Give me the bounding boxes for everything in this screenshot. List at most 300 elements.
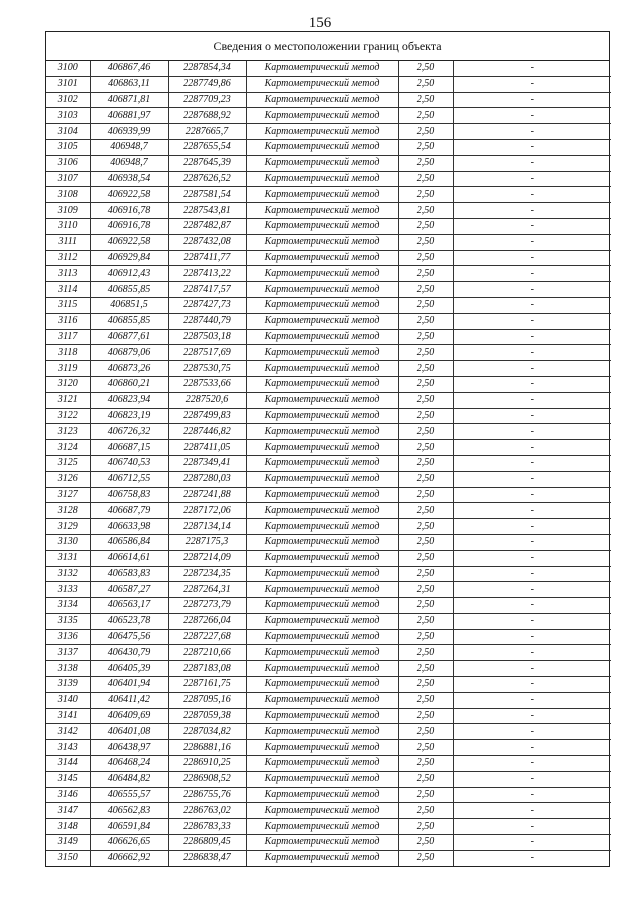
- method-cell: Картометрический метод: [246, 519, 398, 535]
- method-cell: Картометрический метод: [246, 850, 398, 865]
- table-row: [46, 361, 611, 377]
- y-coordinate-cell: 2287241,88: [168, 487, 246, 503]
- table-row: [46, 803, 611, 819]
- method-cell: Картометрический метод: [246, 803, 398, 819]
- accuracy-cell: 2,50: [398, 835, 453, 851]
- accuracy-cell: 2,50: [398, 708, 453, 724]
- description-cell: -: [453, 629, 611, 645]
- boundary-table-frame: [45, 31, 610, 867]
- method-cell: Картометрический метод: [246, 313, 398, 329]
- x-coordinate-cell: 406823,19: [90, 408, 168, 424]
- accuracy-cell: 2,50: [398, 329, 453, 345]
- accuracy-cell: 2,50: [398, 108, 453, 124]
- x-coordinate-cell: 406662,92: [90, 850, 168, 865]
- x-coordinate-cell: 406430,79: [90, 645, 168, 661]
- method-cell: Картометрический метод: [246, 108, 398, 124]
- description-cell: -: [453, 835, 611, 851]
- point-number-cell: 3150: [46, 850, 90, 865]
- table-row: [46, 582, 611, 598]
- point-number-cell: 3143: [46, 740, 90, 756]
- x-coordinate-cell: 406948,7: [90, 155, 168, 171]
- table-row: [46, 471, 611, 487]
- x-coordinate-cell: 406851,5: [90, 297, 168, 313]
- method-cell: Картометрический метод: [246, 455, 398, 471]
- method-cell: Картометрический метод: [246, 550, 398, 566]
- method-cell: Картометрический метод: [246, 361, 398, 377]
- description-cell: -: [453, 471, 611, 487]
- point-number-cell: 3109: [46, 203, 90, 219]
- description-cell: -: [453, 108, 611, 124]
- description-cell: -: [453, 724, 611, 740]
- x-coordinate-cell: 406823,94: [90, 392, 168, 408]
- method-cell: Картометрический метод: [246, 740, 398, 756]
- x-coordinate-cell: 406873,26: [90, 361, 168, 377]
- method-cell: Картометрический метод: [246, 155, 398, 171]
- accuracy-cell: 2,50: [398, 740, 453, 756]
- method-cell: Картометрический метод: [246, 124, 398, 140]
- table-row: [46, 313, 611, 329]
- point-number-cell: 3116: [46, 313, 90, 329]
- x-coordinate-cell: 406687,79: [90, 503, 168, 519]
- table-row: [46, 503, 611, 519]
- x-coordinate-cell: 406401,94: [90, 677, 168, 693]
- y-coordinate-cell: 2286755,76: [168, 787, 246, 803]
- description-cell: -: [453, 250, 611, 266]
- table-row: [46, 266, 611, 282]
- x-coordinate-cell: 406411,42: [90, 692, 168, 708]
- x-coordinate-cell: 406484,82: [90, 771, 168, 787]
- y-coordinate-cell: 2287645,39: [168, 155, 246, 171]
- point-number-cell: 3141: [46, 708, 90, 724]
- accuracy-cell: 2,50: [398, 266, 453, 282]
- description-cell: -: [453, 203, 611, 219]
- point-number-cell: 3118: [46, 345, 90, 361]
- point-number-cell: 3117: [46, 329, 90, 345]
- y-coordinate-cell: 2287234,35: [168, 566, 246, 582]
- table-row: [46, 645, 611, 661]
- method-cell: Картометрический метод: [246, 297, 398, 313]
- table-row: [46, 756, 611, 772]
- description-cell: -: [453, 582, 611, 598]
- y-coordinate-cell: 2286908,52: [168, 771, 246, 787]
- table-row: [46, 740, 611, 756]
- description-cell: -: [453, 124, 611, 140]
- method-cell: Картометрический метод: [246, 771, 398, 787]
- table-row: [46, 376, 611, 392]
- point-number-cell: 3136: [46, 629, 90, 645]
- table-row: [46, 108, 611, 124]
- description-cell: -: [453, 392, 611, 408]
- point-number-cell: 3104: [46, 124, 90, 140]
- description-cell: -: [453, 550, 611, 566]
- table-row: [46, 392, 611, 408]
- table-row: [46, 218, 611, 234]
- table-row: [46, 203, 611, 219]
- table-row: [46, 187, 611, 203]
- table-row: [46, 424, 611, 440]
- accuracy-cell: 2,50: [398, 124, 453, 140]
- description-cell: -: [453, 534, 611, 550]
- y-coordinate-cell: 2287134,14: [168, 519, 246, 535]
- description-cell: -: [453, 139, 611, 155]
- accuracy-cell: 2,50: [398, 203, 453, 219]
- y-coordinate-cell: 2287034,82: [168, 724, 246, 740]
- table-row: [46, 692, 611, 708]
- x-coordinate-cell: 406948,7: [90, 139, 168, 155]
- table-row: [46, 139, 611, 155]
- y-coordinate-cell: 2287482,87: [168, 218, 246, 234]
- x-coordinate-cell: 406562,83: [90, 803, 168, 819]
- point-number-cell: 3101: [46, 76, 90, 92]
- accuracy-cell: 2,50: [398, 139, 453, 155]
- description-cell: -: [453, 819, 611, 835]
- y-coordinate-cell: 2287503,18: [168, 329, 246, 345]
- x-coordinate-cell: 406939,99: [90, 124, 168, 140]
- point-number-cell: 3114: [46, 282, 90, 298]
- description-cell: -: [453, 708, 611, 724]
- y-coordinate-cell: 2287411,77: [168, 250, 246, 266]
- y-coordinate-cell: 2287172,06: [168, 503, 246, 519]
- y-coordinate-cell: 2287095,16: [168, 692, 246, 708]
- y-coordinate-cell: 2287854,34: [168, 61, 246, 76]
- description-cell: -: [453, 455, 611, 471]
- table-row: [46, 613, 611, 629]
- accuracy-cell: 2,50: [398, 550, 453, 566]
- x-coordinate-cell: 406726,32: [90, 424, 168, 440]
- accuracy-cell: 2,50: [398, 819, 453, 835]
- description-cell: -: [453, 645, 611, 661]
- x-coordinate-cell: 406633,98: [90, 519, 168, 535]
- description-cell: -: [453, 329, 611, 345]
- y-coordinate-cell: 2287499,83: [168, 408, 246, 424]
- y-coordinate-cell: 2287520,6: [168, 392, 246, 408]
- table-row: [46, 440, 611, 456]
- x-coordinate-cell: 406563,17: [90, 598, 168, 614]
- description-cell: -: [453, 282, 611, 298]
- point-number-cell: 3110: [46, 218, 90, 234]
- description-cell: -: [453, 408, 611, 424]
- method-cell: Картометрический метод: [246, 61, 398, 76]
- method-cell: Картометрический метод: [246, 692, 398, 708]
- x-coordinate-cell: 406614,61: [90, 550, 168, 566]
- point-number-cell: 3134: [46, 598, 90, 614]
- accuracy-cell: 2,50: [398, 487, 453, 503]
- method-cell: Картометрический метод: [246, 171, 398, 187]
- table-row: [46, 566, 611, 582]
- point-number-cell: 3115: [46, 297, 90, 313]
- y-coordinate-cell: 2287214,09: [168, 550, 246, 566]
- table-row: [46, 282, 611, 298]
- description-cell: -: [453, 92, 611, 108]
- table-row: [46, 708, 611, 724]
- point-number-cell: 3130: [46, 534, 90, 550]
- method-cell: Картометрический метод: [246, 629, 398, 645]
- table-row: [46, 61, 611, 76]
- y-coordinate-cell: 2287227,68: [168, 629, 246, 645]
- accuracy-cell: 2,50: [398, 471, 453, 487]
- y-coordinate-cell: 2287581,54: [168, 187, 246, 203]
- accuracy-cell: 2,50: [398, 187, 453, 203]
- x-coordinate-cell: 406863,11: [90, 76, 168, 92]
- method-cell: Картометрический метод: [246, 392, 398, 408]
- accuracy-cell: 2,50: [398, 345, 453, 361]
- description-cell: -: [453, 803, 611, 819]
- y-coordinate-cell: 2287533,66: [168, 376, 246, 392]
- y-coordinate-cell: 2287210,66: [168, 645, 246, 661]
- x-coordinate-cell: 406586,84: [90, 534, 168, 550]
- y-coordinate-cell: 2287264,31: [168, 582, 246, 598]
- method-cell: Картометрический метод: [246, 266, 398, 282]
- description-cell: -: [453, 661, 611, 677]
- method-cell: Картометрический метод: [246, 661, 398, 677]
- description-cell: -: [453, 503, 611, 519]
- table-row: [46, 519, 611, 535]
- x-coordinate-cell: 406916,78: [90, 203, 168, 219]
- boundary-points-table: [46, 61, 611, 866]
- method-cell: Картометрический метод: [246, 345, 398, 361]
- description-cell: -: [453, 850, 611, 865]
- table-row: [46, 92, 611, 108]
- point-number-cell: 3106: [46, 155, 90, 171]
- method-cell: Картометрический метод: [246, 376, 398, 392]
- accuracy-cell: 2,50: [398, 234, 453, 250]
- accuracy-cell: 2,50: [398, 850, 453, 865]
- accuracy-cell: 2,50: [398, 361, 453, 377]
- table-row: [46, 455, 611, 471]
- point-number-cell: 3125: [46, 455, 90, 471]
- x-coordinate-cell: 406855,85: [90, 313, 168, 329]
- y-coordinate-cell: 2287709,23: [168, 92, 246, 108]
- y-coordinate-cell: 2287273,79: [168, 598, 246, 614]
- table-row: [46, 345, 611, 361]
- y-coordinate-cell: 2287161,75: [168, 677, 246, 693]
- point-number-cell: 3137: [46, 645, 90, 661]
- x-coordinate-cell: 406922,58: [90, 234, 168, 250]
- x-coordinate-cell: 406871,81: [90, 92, 168, 108]
- accuracy-cell: 2,50: [398, 645, 453, 661]
- method-cell: Картометрический метод: [246, 724, 398, 740]
- description-cell: -: [453, 487, 611, 503]
- y-coordinate-cell: 2286809,45: [168, 835, 246, 851]
- y-coordinate-cell: 2286881,16: [168, 740, 246, 756]
- table-row: [46, 787, 611, 803]
- method-cell: Картометрический метод: [246, 708, 398, 724]
- description-cell: -: [453, 376, 611, 392]
- point-number-cell: 3102: [46, 92, 90, 108]
- table-row: [46, 835, 611, 851]
- table-row: [46, 629, 611, 645]
- point-number-cell: 3142: [46, 724, 90, 740]
- table-row: [46, 598, 611, 614]
- accuracy-cell: 2,50: [398, 408, 453, 424]
- method-cell: Картометрический метод: [246, 440, 398, 456]
- y-coordinate-cell: 2287183,08: [168, 661, 246, 677]
- y-coordinate-cell: 2287417,57: [168, 282, 246, 298]
- point-number-cell: 3103: [46, 108, 90, 124]
- method-cell: Картометрический метод: [246, 598, 398, 614]
- description-cell: -: [453, 771, 611, 787]
- point-number-cell: 3147: [46, 803, 90, 819]
- y-coordinate-cell: 2287665,7: [168, 124, 246, 140]
- method-cell: Картометрический метод: [246, 76, 398, 92]
- y-coordinate-cell: 2287440,79: [168, 313, 246, 329]
- accuracy-cell: 2,50: [398, 392, 453, 408]
- x-coordinate-cell: 406929,84: [90, 250, 168, 266]
- x-coordinate-cell: 406401,08: [90, 724, 168, 740]
- accuracy-cell: 2,50: [398, 692, 453, 708]
- x-coordinate-cell: 406877,61: [90, 329, 168, 345]
- description-cell: -: [453, 613, 611, 629]
- point-number-cell: 3120: [46, 376, 90, 392]
- y-coordinate-cell: 2287413,22: [168, 266, 246, 282]
- point-number-cell: 3112: [46, 250, 90, 266]
- description-cell: -: [453, 313, 611, 329]
- x-coordinate-cell: 406860,21: [90, 376, 168, 392]
- description-cell: -: [453, 218, 611, 234]
- method-cell: Картометрический метод: [246, 471, 398, 487]
- accuracy-cell: 2,50: [398, 218, 453, 234]
- point-number-cell: 3128: [46, 503, 90, 519]
- point-number-cell: 3144: [46, 756, 90, 772]
- description-cell: -: [453, 266, 611, 282]
- accuracy-cell: 2,50: [398, 519, 453, 535]
- point-number-cell: 3107: [46, 171, 90, 187]
- point-number-cell: 3131: [46, 550, 90, 566]
- table-row: [46, 329, 611, 345]
- accuracy-cell: 2,50: [398, 677, 453, 693]
- method-cell: Картометрический метод: [246, 613, 398, 629]
- accuracy-cell: 2,50: [398, 582, 453, 598]
- accuracy-cell: 2,50: [398, 455, 453, 471]
- y-coordinate-cell: 2286838,47: [168, 850, 246, 865]
- table-row: [46, 124, 611, 140]
- x-coordinate-cell: 406468,24: [90, 756, 168, 772]
- x-coordinate-cell: 406587,27: [90, 582, 168, 598]
- method-cell: Картометрический метод: [246, 187, 398, 203]
- y-coordinate-cell: 2287530,75: [168, 361, 246, 377]
- method-cell: Картометрический метод: [246, 582, 398, 598]
- description-cell: -: [453, 187, 611, 203]
- y-coordinate-cell: 2286763,02: [168, 803, 246, 819]
- description-cell: -: [453, 756, 611, 772]
- y-coordinate-cell: 2287688,92: [168, 108, 246, 124]
- point-number-cell: 3123: [46, 424, 90, 440]
- x-coordinate-cell: 406583,83: [90, 566, 168, 582]
- method-cell: Картометрический метод: [246, 408, 398, 424]
- point-number-cell: 3129: [46, 519, 90, 535]
- table-title: Сведения о местоположении границ объекта: [46, 32, 609, 61]
- y-coordinate-cell: 2287432,08: [168, 234, 246, 250]
- point-number-cell: 3113: [46, 266, 90, 282]
- description-cell: -: [453, 440, 611, 456]
- accuracy-cell: 2,50: [398, 771, 453, 787]
- description-cell: -: [453, 692, 611, 708]
- accuracy-cell: 2,50: [398, 661, 453, 677]
- accuracy-cell: 2,50: [398, 787, 453, 803]
- method-cell: Картометрический метод: [246, 424, 398, 440]
- table-row: [46, 550, 611, 566]
- point-number-cell: 3149: [46, 835, 90, 851]
- y-coordinate-cell: 2287626,52: [168, 171, 246, 187]
- method-cell: Картометрический метод: [246, 677, 398, 693]
- description-cell: -: [453, 598, 611, 614]
- description-cell: -: [453, 740, 611, 756]
- accuracy-cell: 2,50: [398, 155, 453, 171]
- point-number-cell: 3111: [46, 234, 90, 250]
- accuracy-cell: 2,50: [398, 629, 453, 645]
- point-number-cell: 3138: [46, 661, 90, 677]
- table-row: [46, 234, 611, 250]
- description-cell: -: [453, 234, 611, 250]
- method-cell: Картометрический метод: [246, 835, 398, 851]
- table-row: [46, 155, 611, 171]
- accuracy-cell: 2,50: [398, 440, 453, 456]
- point-number-cell: 3100: [46, 61, 90, 76]
- table-row: [46, 408, 611, 424]
- table-row: [46, 76, 611, 92]
- x-coordinate-cell: 406475,56: [90, 629, 168, 645]
- point-number-cell: 3121: [46, 392, 90, 408]
- table-body: [46, 61, 611, 866]
- x-coordinate-cell: 406523,78: [90, 613, 168, 629]
- description-cell: -: [453, 155, 611, 171]
- point-number-cell: 3132: [46, 566, 90, 582]
- method-cell: Картометрический метод: [246, 487, 398, 503]
- y-coordinate-cell: 2287749,86: [168, 76, 246, 92]
- method-cell: Картометрический метод: [246, 787, 398, 803]
- accuracy-cell: 2,50: [398, 424, 453, 440]
- accuracy-cell: 2,50: [398, 503, 453, 519]
- x-coordinate-cell: 406687,15: [90, 440, 168, 456]
- y-coordinate-cell: 2287517,69: [168, 345, 246, 361]
- point-number-cell: 3139: [46, 677, 90, 693]
- method-cell: Картометрический метод: [246, 503, 398, 519]
- point-number-cell: 3124: [46, 440, 90, 456]
- y-coordinate-cell: 2286910,25: [168, 756, 246, 772]
- point-number-cell: 3119: [46, 361, 90, 377]
- x-coordinate-cell: 406591,84: [90, 819, 168, 835]
- table-row: [46, 250, 611, 266]
- description-cell: -: [453, 297, 611, 313]
- description-cell: -: [453, 76, 611, 92]
- table-row: [46, 677, 611, 693]
- y-coordinate-cell: 2287446,82: [168, 424, 246, 440]
- x-coordinate-cell: 406758,83: [90, 487, 168, 503]
- accuracy-cell: 2,50: [398, 566, 453, 582]
- point-number-cell: 3140: [46, 692, 90, 708]
- accuracy-cell: 2,50: [398, 61, 453, 76]
- x-coordinate-cell: 406916,78: [90, 218, 168, 234]
- y-coordinate-cell: 2287655,54: [168, 139, 246, 155]
- point-number-cell: 3127: [46, 487, 90, 503]
- point-number-cell: 3133: [46, 582, 90, 598]
- accuracy-cell: 2,50: [398, 613, 453, 629]
- y-coordinate-cell: 2287059,38: [168, 708, 246, 724]
- x-coordinate-cell: 406712,55: [90, 471, 168, 487]
- table-row: [46, 850, 611, 865]
- accuracy-cell: 2,50: [398, 534, 453, 550]
- table-row: [46, 534, 611, 550]
- x-coordinate-cell: 406740,53: [90, 455, 168, 471]
- method-cell: Картометрический метод: [246, 566, 398, 582]
- method-cell: Картометрический метод: [246, 218, 398, 234]
- x-coordinate-cell: 406912,43: [90, 266, 168, 282]
- method-cell: Картометрический метод: [246, 203, 398, 219]
- table-row: [46, 724, 611, 740]
- accuracy-cell: 2,50: [398, 171, 453, 187]
- point-number-cell: 3105: [46, 139, 90, 155]
- y-coordinate-cell: 2287349,41: [168, 455, 246, 471]
